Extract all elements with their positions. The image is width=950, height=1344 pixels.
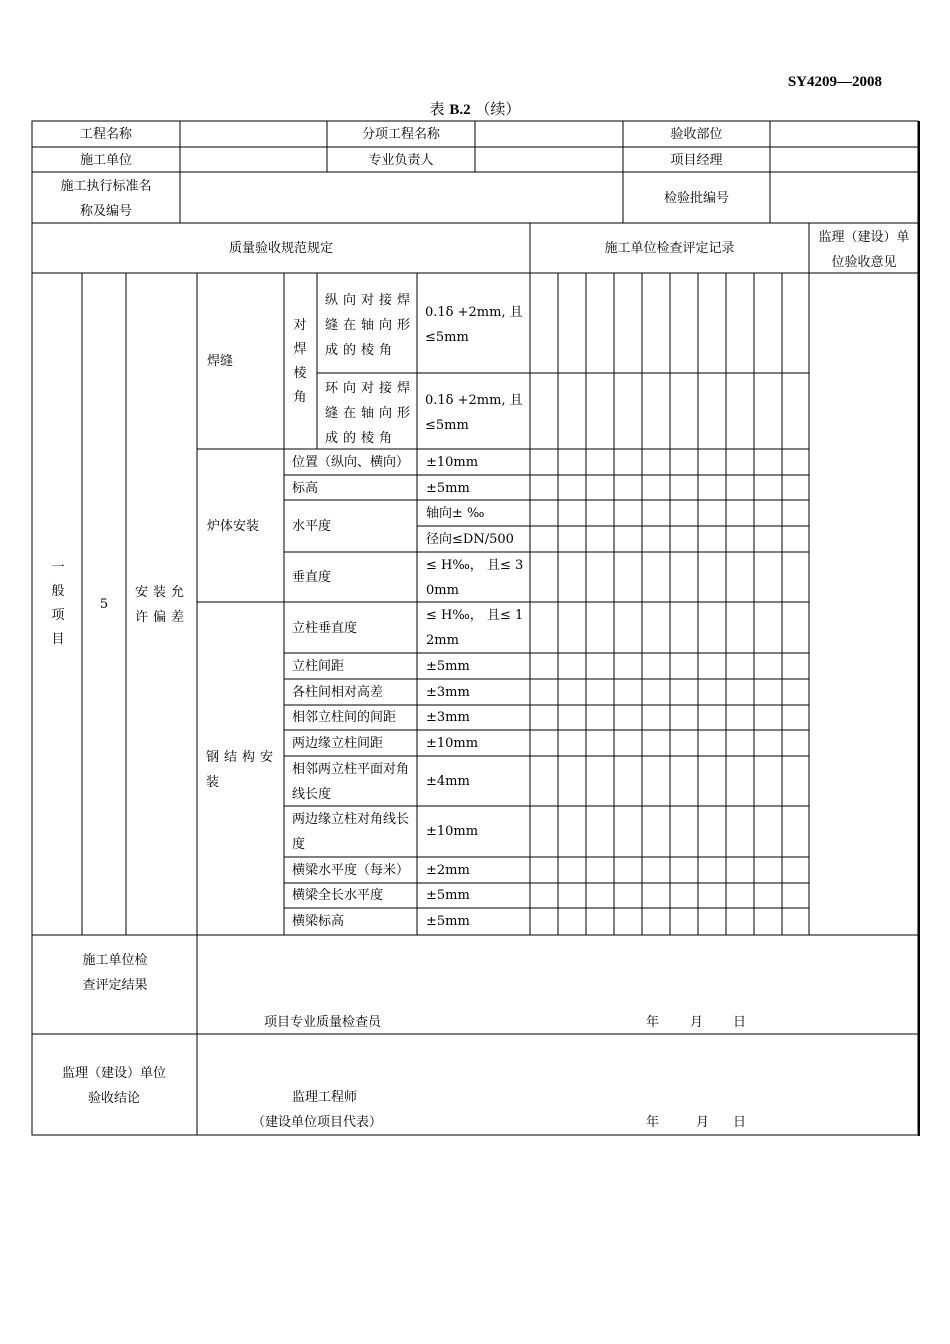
- item-name: 水平度: [292, 519, 332, 534]
- item-name: 立柱间距: [292, 659, 345, 674]
- item-name: 两边缘立柱对角线长度: [292, 812, 410, 852]
- supervision-conclusion-label: 监理（建设）单位验收结论: [62, 1066, 167, 1106]
- date-month: 月: [696, 1115, 710, 1130]
- item-tolerance: ±4mm: [426, 774, 470, 789]
- item-tolerance: ±5mm: [426, 914, 470, 929]
- item-name: 位置（纵向、横向）: [292, 455, 410, 470]
- quality-spec-header: 质量验收规范规定: [228, 241, 333, 256]
- item-name: 横梁全长水平度: [292, 888, 384, 903]
- item-name: 横梁水平度（每米）: [292, 863, 410, 878]
- item-tolerance: 轴向± ‰: [426, 506, 485, 521]
- professional-lead-label: 专业负责人: [368, 153, 434, 168]
- item-name: 各柱间相对高差: [292, 685, 384, 700]
- item-tolerance: ±10mm: [426, 824, 479, 839]
- construction-unit-label: 施工单位: [79, 153, 132, 168]
- table-number: B.2: [449, 102, 471, 118]
- item-tolerance: ≤ H‰， 且≤ 12mm: [426, 608, 524, 648]
- date-year: 年: [646, 1015, 660, 1030]
- group-number: 5: [99, 597, 109, 612]
- owner-rep-label: （建设单位项目代表）: [252, 1115, 383, 1130]
- item-tolerance: ±3mm: [426, 685, 470, 700]
- supervisor-label: 监理工程师: [292, 1090, 358, 1105]
- supervision-opinion-header: 监理（建设）单位验收意见: [818, 230, 910, 270]
- date-month: 月: [690, 1015, 704, 1030]
- item-name: 横梁标高: [292, 914, 345, 929]
- section-furnace: 炉体安装: [207, 519, 260, 534]
- item-tolerance: ±5mm: [426, 659, 470, 674]
- batch-number-label: 检验批编号: [663, 191, 729, 206]
- section-weld-sub: 对焊棱角: [293, 318, 307, 405]
- item-tolerance: 0.1δ +2mm, 且≤5mm: [425, 393, 523, 433]
- date-day: 日: [733, 1015, 747, 1030]
- construction-record-header: 施工单位检查评定记录: [604, 241, 735, 256]
- sub-project-name-label: 分项工程名称: [361, 127, 440, 142]
- section-steel: 钢结构安装: [206, 750, 279, 790]
- item-tolerance: ±10mm: [426, 736, 479, 751]
- item-name: 纵向对接焊缝在轴向形成的棱角: [325, 293, 416, 358]
- item-name: 立柱垂直度: [292, 621, 358, 636]
- project-manager-label: 项目经理: [670, 153, 723, 168]
- date-day: 日: [733, 1115, 747, 1130]
- inspector-label: 项目专业质量检查员: [264, 1015, 382, 1030]
- item-name: 环向对接焊缝在轴向形成的棱角: [325, 381, 416, 446]
- acceptance-part-label: 验收部位: [670, 127, 723, 142]
- item-tolerance: ±2mm: [426, 863, 470, 878]
- table-prefix: 表: [429, 100, 445, 118]
- item-name: 相邻两立柱平面对角线长度: [292, 762, 410, 802]
- standard-label: 施工执行标准名称及编号: [60, 179, 152, 219]
- date-year: 年: [646, 1115, 660, 1130]
- item-name: 相邻立柱间的间距: [292, 710, 397, 725]
- item-tolerance: ±5mm: [426, 481, 470, 496]
- item-tolerance-secondary: 径向≤DN/500: [426, 532, 514, 547]
- item-tolerance: ≤ H‰， 且≤ 30mm: [426, 558, 524, 598]
- item-name: 两边缘立柱间距: [292, 736, 384, 751]
- item-tolerance: ±10mm: [426, 455, 479, 470]
- standard-code: SY4209—2008: [787, 74, 882, 90]
- item-name: 垂直度: [292, 570, 332, 585]
- table-suffix: （续）: [475, 100, 521, 118]
- item-tolerance: ±3mm: [426, 710, 470, 725]
- item-tolerance: ±5mm: [426, 888, 470, 903]
- group-name: 安装允许偏差: [135, 585, 190, 625]
- section-weld: 焊缝: [207, 354, 234, 369]
- construction-result-label: 施工单位检查评定结果: [82, 953, 148, 993]
- group-category: 一般项目: [51, 560, 65, 647]
- item-name: 标高: [292, 481, 319, 496]
- item-tolerance: 0.1δ +2mm, 且≤5mm: [425, 305, 523, 345]
- project-name-label: 工程名称: [79, 127, 132, 142]
